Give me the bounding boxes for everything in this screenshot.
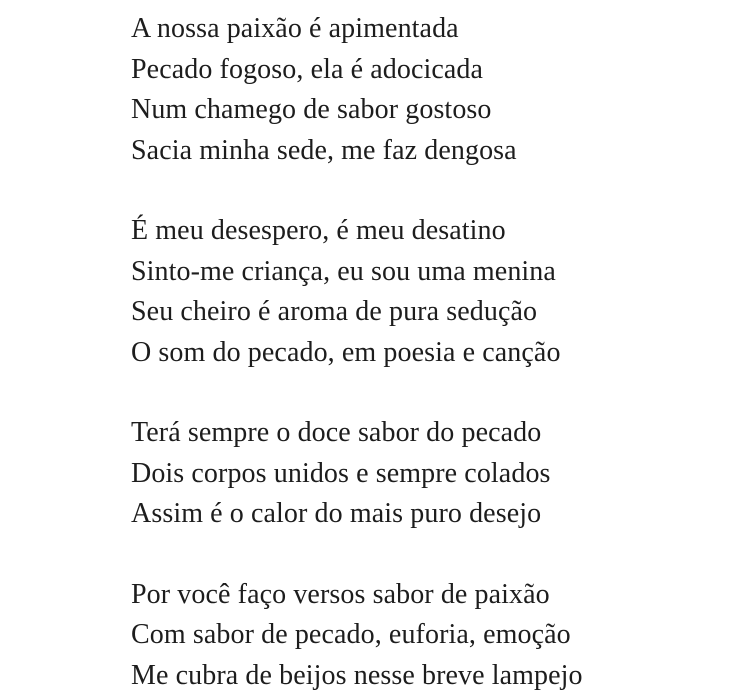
poem-line: Por você faço versos sabor de paixão xyxy=(131,578,550,610)
stanza-1 xyxy=(131,9,741,171)
poem-line: Dois corpos unidos e sempre colados xyxy=(131,457,551,489)
stanza-4 xyxy=(131,575,741,697)
poem-line: Terá sempre o doce sabor do pecado xyxy=(131,417,542,448)
poem-line: Sinto-me criança, eu sou uma menina xyxy=(131,255,556,287)
poem-line: Com sabor de pecado, euforia, emoção xyxy=(131,619,571,650)
poem-line: O som do pecado, em poesia e canção xyxy=(131,336,561,368)
poem-line: Pecado fogoso, ela é adocicada xyxy=(131,53,484,85)
poem-line: Assim é o calor do mais puro desejo xyxy=(131,498,542,529)
stanza-3 xyxy=(131,413,741,535)
poem-line: Me cubra de beijos nesse breve lampejo xyxy=(131,659,583,691)
poem-line: É meu desespero, é meu desatino xyxy=(131,215,506,246)
poem-line: Num chamego de sabor gostoso xyxy=(131,94,492,125)
poem-line: A nossa paixão é apimentada xyxy=(131,13,459,44)
poem-line: Sacia minha sede, me faz dengosa xyxy=(131,134,517,166)
poem-text xyxy=(131,9,741,696)
poem-line: Seu cheiro é aroma de pura sedução xyxy=(131,296,538,327)
stanza-2 xyxy=(131,211,741,373)
